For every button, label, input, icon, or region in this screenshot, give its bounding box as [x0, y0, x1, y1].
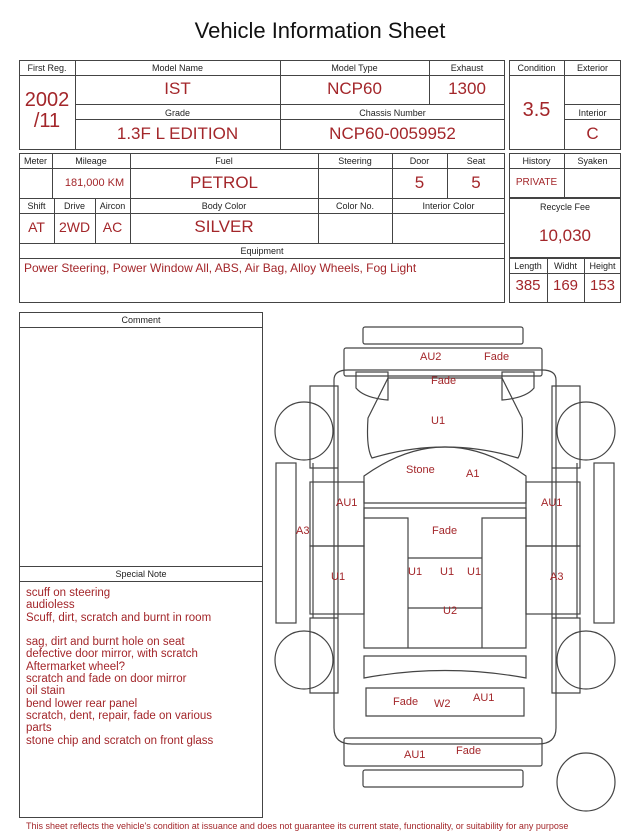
mark-front-bumper-au2: AU2 — [420, 351, 442, 363]
chassis-label: Chassis Number — [359, 108, 426, 118]
mark-roof-u2: U2 — [443, 605, 458, 617]
mark-roof-u1-c: U1 — [467, 566, 482, 578]
special-note-item: stone chip and scratch on front glass — [26, 734, 214, 747]
history-label: History — [522, 156, 551, 166]
chassis-value: NCP60-0059952 — [329, 124, 456, 143]
interior-value: C — [586, 124, 599, 143]
condition-label: Condition — [517, 63, 556, 73]
special-note-item: scuff on steering — [26, 587, 111, 599]
special-note-item: scratch and fade on door mirror — [26, 673, 187, 686]
right-front-door — [526, 482, 580, 546]
rear-bumper — [344, 738, 542, 766]
mark-front-bumper-fade: Fade — [484, 351, 510, 363]
special-note-list — [26, 587, 213, 747]
first-reg-month: /11 — [33, 110, 61, 132]
special-note-item: Scuff, dirt, scratch and burnt in room — [26, 611, 212, 624]
condition-value: 3.5 — [522, 99, 551, 121]
interior-color-label: Interior Color — [422, 201, 475, 211]
left-front-door — [310, 482, 364, 546]
mark-rear-bumper-au1: AU1 — [404, 749, 426, 761]
mark-rear-bumper-fade: Fade — [456, 745, 482, 757]
seat-value: 5 — [471, 173, 481, 192]
windshield — [364, 447, 526, 503]
width-label: Widht — [553, 261, 577, 271]
recycle-label: Recycle Fee — [539, 202, 591, 212]
exterior-label: Exterior — [576, 63, 608, 73]
rear-bumper-bottom — [363, 770, 523, 787]
height-value: 153 — [589, 277, 616, 294]
mark-roof-u1-a: U1 — [408, 566, 423, 578]
color-no-label: Color No. — [335, 201, 374, 211]
exhaust-label: Exhaust — [450, 63, 484, 73]
meter-label: Meter — [23, 156, 47, 166]
first-reg-year: 2002 — [24, 89, 70, 111]
height-label: Height — [589, 261, 616, 271]
door-label: Door — [409, 156, 430, 166]
mark-hood-u1: U1 — [431, 415, 446, 427]
grade-value: 1.3F L EDITION — [116, 124, 239, 143]
spare-wheel — [557, 753, 615, 811]
mark-left-rear-door: U1 — [331, 571, 346, 583]
history-value: PRIVATE — [515, 177, 558, 188]
right-rocker — [594, 463, 614, 623]
model-type-label: Model Type — [331, 63, 378, 73]
fuel-value: PETROL — [189, 173, 259, 192]
mark-roof-u1-b: U1 — [440, 566, 455, 578]
special-note-item: Aftermarket wheel? — [26, 660, 126, 673]
equipment-label: Equipment — [240, 246, 284, 256]
special-note-item: scratch, dent, repair, fade on various — [26, 709, 213, 722]
model-type-value: NCP60 — [327, 79, 382, 98]
mark-left-front-door: AU1 — [336, 497, 358, 509]
mark-trunk-w2: W2 — [434, 698, 451, 710]
aircon-label: Aircon — [99, 201, 126, 211]
special-note-item: audioless — [26, 599, 75, 612]
door-value: 5 — [414, 173, 425, 192]
special-note-item — [26, 624, 213, 636]
mark-roof-fade: Fade — [432, 525, 458, 537]
special-note-item: sag, dirt and burnt hole on seat — [26, 636, 185, 649]
drive-value: 2WD — [58, 219, 91, 235]
special-note-label: Special Note — [115, 569, 167, 579]
shift-value: AT — [28, 219, 45, 235]
special-note-item: oil stain — [26, 685, 65, 698]
aircon-value: AC — [102, 219, 123, 235]
front-right-wheel — [557, 402, 615, 460]
model-name-label: Model Name — [151, 63, 204, 73]
special-note-item: parts — [26, 722, 52, 735]
fuel-label: Fuel — [215, 156, 233, 166]
body-color-value: SILVER — [194, 217, 254, 236]
length-label: Length — [514, 261, 542, 271]
comment-label: Comment — [121, 315, 161, 325]
exhaust-value: 1300 — [448, 79, 486, 98]
equipment-value: Power Steering, Power Window All, ABS, Air Bag, Alloy Wheels, Fog Light — [24, 261, 417, 275]
car-damage-diagram — [268, 318, 632, 818]
rear-right-wheel — [557, 631, 615, 689]
special-note-item: bend lower rear panel — [26, 697, 138, 710]
mark-trunk-fade: Fade — [393, 696, 419, 708]
first-reg-label: First Reg. — [27, 63, 67, 73]
drive-label: Drive — [63, 201, 85, 211]
mark-right-rear-door: A3 — [550, 571, 564, 583]
interior-label: Interior — [578, 108, 607, 118]
mark-trunk-au1: AU1 — [473, 692, 495, 704]
front-bumper-top — [363, 327, 523, 344]
mileage-value: 181,000 KM — [64, 177, 125, 189]
page-title: Vehicle Information Sheet — [194, 18, 446, 43]
shift-label: Shift — [27, 201, 46, 211]
width-value: 169 — [552, 277, 579, 294]
mark-hood-fade: Fade — [431, 375, 457, 387]
body-color-label: Body Color — [201, 201, 247, 211]
length-value: 385 — [515, 277, 541, 294]
steering-label: Steering — [338, 156, 372, 166]
special-note-item: defective door mirror, with scratch — [26, 648, 198, 661]
rear-window — [364, 656, 526, 678]
rear-left-wheel — [275, 631, 333, 689]
left-rocker — [276, 463, 296, 623]
model-name-value: IST — [164, 79, 191, 98]
mark-windshield-a1: A1 — [466, 468, 480, 480]
syaken-label: Syaken — [577, 156, 608, 166]
disclaimer-footer: This sheet reflects the vehicle's condition at issuance and does not guarantee its current state, functionality, or suitability for any purpose — [26, 821, 569, 831]
mark-right-front-door: AU1 — [541, 497, 563, 509]
front-left-wheel — [275, 402, 333, 460]
mark-windshield-stone: Stone — [406, 464, 435, 476]
seat-label: Seat — [466, 156, 486, 166]
mark-left-edge: A3 — [296, 525, 310, 537]
grade-label: Grade — [164, 108, 190, 118]
recycle-value: 10,030 — [539, 226, 591, 245]
mileage-label: Mileage — [75, 156, 107, 166]
